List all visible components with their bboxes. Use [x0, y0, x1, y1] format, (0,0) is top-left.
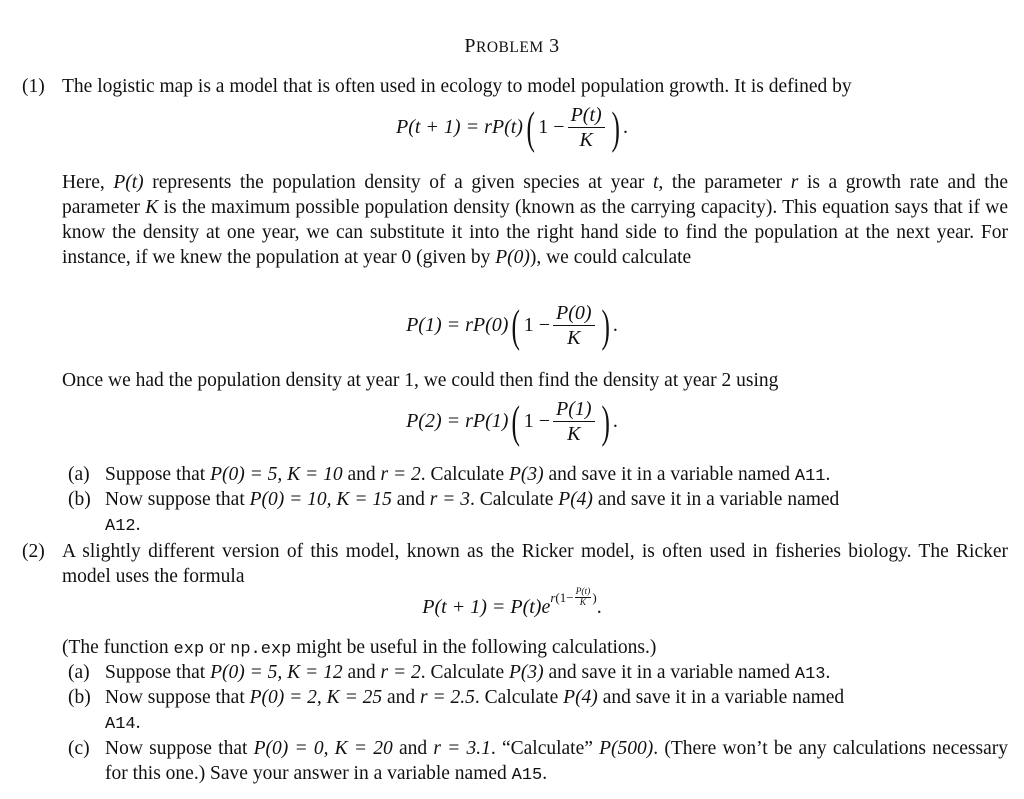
math-run: r = 3	[429, 489, 471, 510]
text-run: .	[542, 763, 548, 784]
close-paren: )	[611, 101, 620, 153]
text-run: might be useful in the following calculations.)	[291, 637, 657, 658]
exp-fraction	[575, 587, 592, 608]
part2-intro: A slightly different version of this model, known as the Ricker model, is often used in fisheries biology. The Ricker model uses the formula	[62, 541, 1008, 587]
math-run: K	[145, 197, 159, 218]
close-paren: )	[601, 395, 610, 447]
text-run: .	[135, 712, 141, 733]
eq-p1-num: P(0)	[553, 302, 595, 326]
eq-ricker-end: .	[596, 596, 602, 618]
part1b-label: (b)	[68, 489, 91, 510]
text-run: , the parameter	[658, 172, 791, 193]
eq-logistic-one: 1 −	[538, 116, 565, 138]
text-run: . Calculate	[420, 662, 509, 683]
math-run: P(0) = 10, K = 15	[249, 489, 392, 510]
eq-p2-den: K	[567, 423, 581, 445]
text-run: and save it in a variable named	[592, 489, 840, 510]
part2a-text	[105, 660, 1008, 687]
eq-p2-end: .	[612, 410, 618, 432]
part1-label: (1)	[22, 76, 45, 97]
eq-p1-end: .	[612, 314, 618, 336]
text-run: is a growth rate and the parameter	[62, 172, 1009, 218]
title-rest: ROBLEM	[476, 39, 544, 56]
eq-logistic-end: .	[623, 116, 628, 138]
text-run: Now suppose that	[105, 738, 254, 759]
exp-r: r	[550, 590, 556, 605]
text-run: and	[382, 687, 421, 708]
variable-name: A13	[794, 665, 826, 684]
fraction	[553, 302, 595, 349]
math-run: P(4)	[563, 687, 598, 708]
eq-p2-num: P(1)	[553, 398, 595, 422]
eq-logistic-den: K	[579, 129, 593, 151]
text-run: and save it in a variable named	[543, 464, 795, 485]
math-run: r = 2.5	[420, 687, 475, 708]
open-paren: (	[511, 299, 521, 351]
part2a-label: (a)	[68, 662, 90, 683]
fraction	[553, 398, 595, 445]
title-number: 3	[549, 35, 560, 57]
equation-p1	[0, 299, 1024, 351]
equation-p2	[0, 395, 1024, 447]
text-run: or	[204, 637, 231, 658]
open-paren: (	[526, 101, 535, 153]
variable-name: A14	[105, 715, 136, 734]
variable-name: A15	[511, 766, 543, 785]
part1-description	[62, 170, 1008, 270]
math-run: r = 3.1	[433, 738, 491, 759]
math-run: P(0) = 5, K = 10	[210, 464, 343, 485]
eq-ricker-lhs: P(t + 1) = P(t)e	[422, 596, 551, 618]
part2c-text	[105, 736, 1008, 788]
eq-p2-one: 1 −	[523, 410, 551, 432]
function-name: np.exp	[230, 640, 292, 659]
text-run: . Calculate	[470, 489, 559, 510]
math-run: t	[652, 172, 659, 193]
math-run: P(3)	[509, 662, 544, 683]
text-run: and	[342, 464, 381, 485]
math-run: r = 2	[380, 662, 421, 683]
math-run: P(0) = 2, K = 25	[249, 687, 383, 708]
equation-ricker	[0, 587, 1024, 620]
text-run: .	[135, 514, 141, 535]
eq-p1-one: 1 −	[523, 314, 551, 336]
part2b-text	[105, 685, 1008, 737]
text-run: and	[342, 662, 381, 683]
math-run: P(3)	[509, 464, 544, 485]
text-run: .	[825, 464, 831, 485]
part1-intro: The logistic map is a model that is often used in ecology to model population growth. It is defined by	[62, 76, 852, 97]
eq-p1-lhs: P(1) = rP(0)	[406, 314, 509, 336]
text-run: and save it in a variable named	[597, 687, 845, 708]
exponent	[550, 585, 596, 610]
text-run: . (There won’t be any calculations necessary for this one.) Save your answer in a variable named	[105, 738, 1008, 784]
math-run: P(4)	[558, 489, 593, 510]
title-prefix: P	[464, 35, 477, 57]
part1a-label: (a)	[68, 464, 90, 485]
text-run: Suppose that	[105, 662, 211, 683]
text-run: and save it in a variable named	[543, 662, 795, 683]
text-run: Here,	[62, 172, 114, 193]
eq-p2-lhs: P(2) = rP(1)	[406, 410, 509, 432]
text-run: (The function	[62, 637, 174, 658]
text-run: . Calculate	[474, 687, 564, 708]
exp-num: P(t)	[575, 587, 591, 597]
text-run: represents the population density of a given species at year	[143, 172, 653, 193]
eq-p1-den: K	[567, 327, 581, 349]
text-run: Now suppose that	[105, 687, 250, 708]
part2-note	[62, 635, 1008, 662]
equation-logistic	[0, 101, 1024, 153]
text-run: . “Calculate”	[490, 738, 600, 759]
part1b-text	[105, 487, 1008, 539]
part2c-label: (c)	[68, 738, 90, 759]
part1a-text	[105, 462, 1008, 489]
part2-label: (2)	[22, 541, 45, 562]
variable-name: A11	[794, 467, 826, 486]
exp-one: (1−	[555, 590, 574, 605]
math-run: P(0)	[495, 247, 530, 268]
math-run: r	[790, 172, 799, 193]
text-run: and	[391, 489, 430, 510]
function-name: exp	[173, 640, 205, 659]
text-run: is the maximum possible population density (known as the carrying capacity). This equation says that if we know the density at one year, we can substitute it into the right hand side to find the population at the next year. For instance, if we knew the population at year 0 (given by	[62, 197, 1008, 268]
part1-once: Once we had the population density at year 1, we could then find the density at year 2 using	[62, 370, 779, 391]
text-run: and	[392, 738, 434, 759]
math-run: P(0) = 0, K = 20	[253, 738, 393, 759]
part2b-label: (b)	[68, 687, 91, 708]
fraction	[568, 104, 605, 151]
text-run: Suppose that	[105, 464, 211, 485]
math-run: r = 2	[380, 464, 421, 485]
math-run: P(0) = 5, K = 12	[210, 662, 343, 683]
variable-name: A12	[105, 517, 136, 536]
math-run: P(500)	[599, 738, 654, 759]
exp-den: K	[579, 598, 587, 608]
text-run: ), we could calculate	[529, 247, 692, 268]
eq-logistic-lhs: P(t + 1) = rP(t)	[396, 116, 523, 138]
eq-logistic-num: P(t)	[568, 104, 605, 128]
text-run: . Calculate	[420, 464, 509, 485]
open-paren: (	[511, 395, 521, 447]
close-paren: )	[601, 299, 610, 351]
exp-close: )	[592, 590, 597, 605]
text-run: .	[825, 662, 831, 683]
math-run: P(t)	[113, 172, 144, 193]
problem-title	[0, 34, 1024, 60]
text-run: Now suppose that	[105, 489, 250, 510]
